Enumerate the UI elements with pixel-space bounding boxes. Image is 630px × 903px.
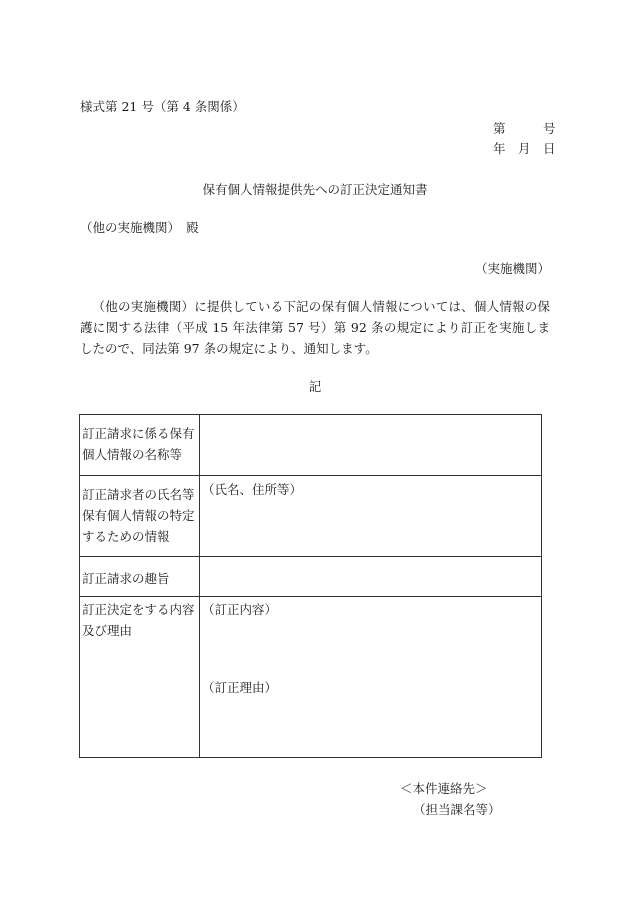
row-label-correction-decision: 訂正決定をする内容及び理由 <box>80 597 200 758</box>
table-row <box>80 476 542 557</box>
table-row <box>80 597 542 758</box>
row-value-correction-decision <box>200 597 542 758</box>
document-number-line: 第 号 <box>493 121 556 136</box>
contact-title: ＜本件連絡先＞ <box>400 781 488 796</box>
form-number: 様式第 21 号（第 4 条関係） <box>80 99 245 114</box>
correction-reason-label: （訂正理由） <box>202 680 278 695</box>
record-table <box>79 414 542 758</box>
row-value-information-name <box>200 415 542 476</box>
correction-content-label: （訂正内容） <box>202 602 278 617</box>
row-label-information-name: 訂正請求に係る保有個人情報の名称等 <box>80 415 200 476</box>
table-row <box>80 557 542 597</box>
ki-heading: 記 <box>308 379 322 394</box>
row-label-request-purpose: 訂正請求の趣旨 <box>80 557 200 597</box>
row-label-requester-info: 訂正請求者の氏名等保有個人情報の特定するための情報 <box>80 476 200 557</box>
body-paragraph: （他の実施機関）に提供している下記の保有個人情報については、個人情報の保護に関する法律（平成 15 年法律第 57 号）第 92 条の規定により訂正を実施しましたので、同法第 97 条の規定により、通知します。 <box>80 299 550 356</box>
recipient-line: （他の実施機関） 殿 <box>80 220 199 235</box>
contact-department: （担当課名等） <box>413 802 501 817</box>
row-value-requester-info: （氏名、住所等） <box>200 476 542 557</box>
row-value-request-purpose <box>200 557 542 597</box>
table-row <box>80 415 542 476</box>
issuer-line: （実施機関） <box>474 261 550 276</box>
document-date-line: 年 月 日 <box>493 141 556 156</box>
document-title: 保有個人情報提供先への訂正決定通知書 <box>202 182 428 197</box>
